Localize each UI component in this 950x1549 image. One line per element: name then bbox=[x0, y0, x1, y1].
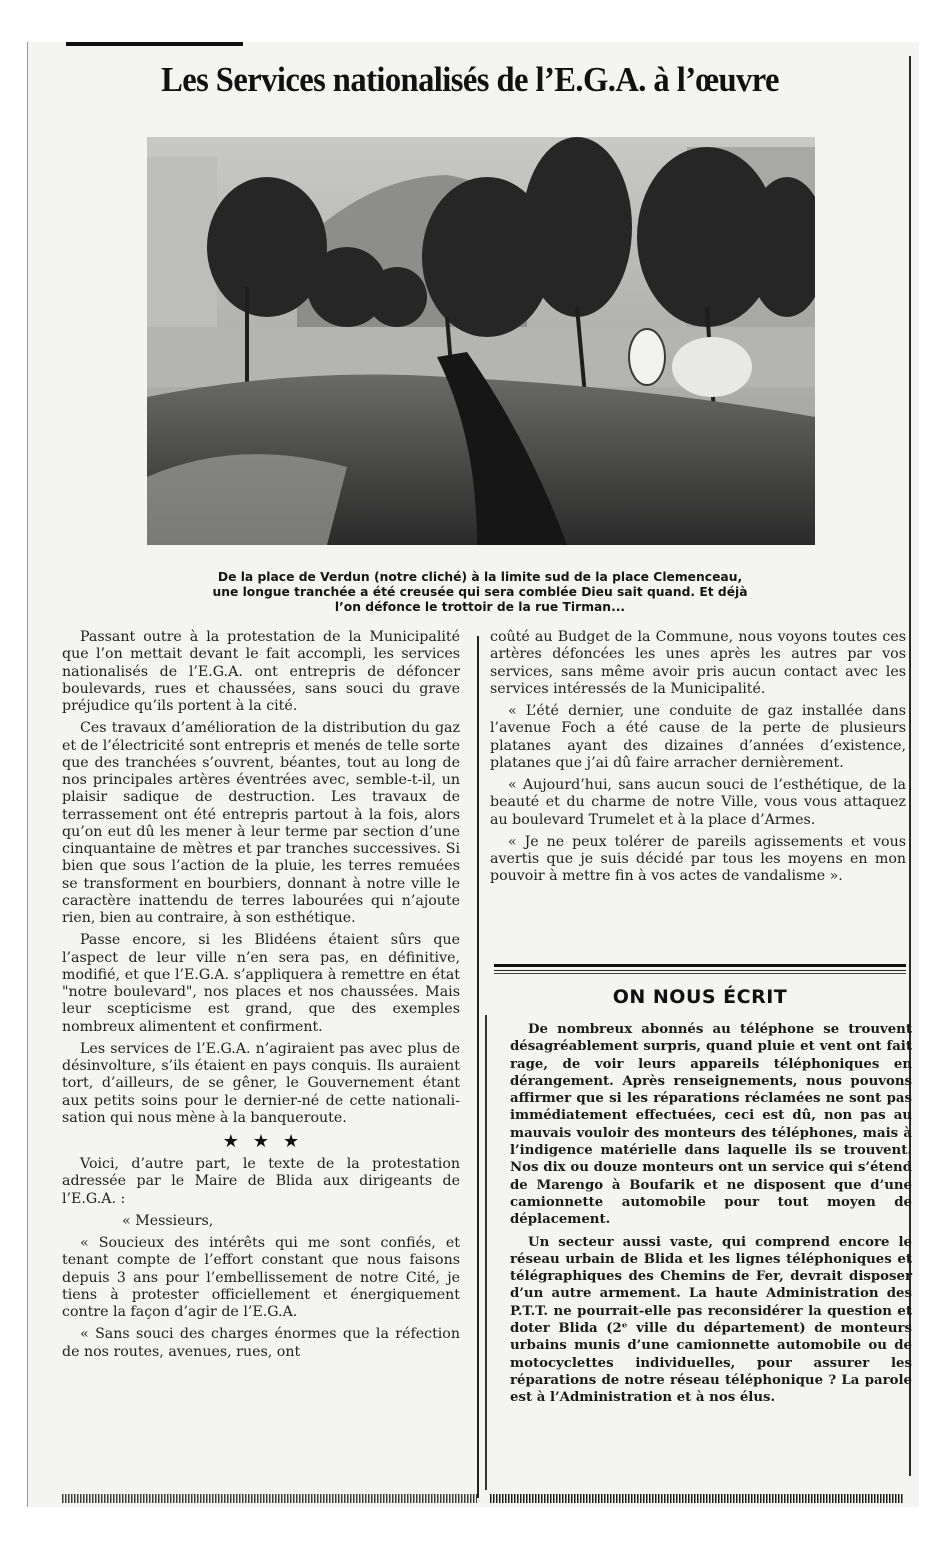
letter-paragraph: « Sans souci des charges énormes que la réfection de nos routes, avenues, rues, ont bbox=[62, 1326, 460, 1360]
sidebar-body bbox=[510, 1021, 912, 1412]
letter-salutation: « Messieurs, bbox=[122, 1212, 214, 1229]
article-paragraph: Passant outre à la protestation de la Municipalité que l’on mettait devant le fait accompli, les services nationalisés de l’E.G.A. ont entrepris de défoncer boulevards, rues et chaussées, sans souci du grave préjudice qu’ils portent à la cité. bbox=[62, 629, 460, 714]
bottom-hatched-rule-right bbox=[490, 1494, 904, 1503]
sidebar-paragraph: Un secteur aussi vaste, qui comprend encore le réseau urbain de Blida et les lignes téléphoniques et télégraphiques des Chemins de Fer, devrait disposer d’un autre armement. La haute Administration des P.T.T. ne pourrait-elle pas reconsidérer la question et doter Blida (2ᵉ ville du département) de monteurs urbains munis d’une camionnette automobile ou de motocyclettes individuelles, pour assurer les réparations de notre réseau téléphonique ? La parole est à l’Administration et à nos élus. bbox=[510, 1234, 912, 1406]
article-paragraph: Voici, d’autre part, le texte de la protestation adressée par le Maire de Blida aux dirigeants de l’E.G.A. : bbox=[62, 1156, 460, 1207]
section-separator-stars: ★★★ bbox=[222, 1131, 314, 1152]
article-column-right bbox=[490, 629, 906, 891]
bottom-hatched-rule-left bbox=[62, 1494, 477, 1503]
sidebar-top-rule bbox=[494, 964, 906, 974]
letter-paragraph: « L’été dernier, une conduite de gaz installée dans l’avenue Foch a été cause de la perte de plusieurs platanes ayant des dizaines d’années d’existence, platanes que j’ai dû faire arracher dernièrement. bbox=[490, 703, 906, 771]
photo-caption bbox=[148, 570, 812, 615]
sidebar-heading: ON NOUS ÉCRIT bbox=[612, 986, 788, 1008]
trench-photo-image bbox=[147, 137, 815, 545]
letter-paragraph: « Aujourd’hui, sans aucun souci de l’esthétique, de la beauté et du charme de notre Ville, vous vous attaquez au boulevard Trumelet et à la place d’Armes. bbox=[490, 777, 906, 828]
column-divider bbox=[477, 636, 479, 1498]
caption-line: une longue tranchée a été creusée qui sera comblée Dieu sait quand. Et déjà bbox=[212, 585, 748, 599]
article-column-left bbox=[62, 629, 460, 1366]
letter-paragraph: coûté au Budget de la Commune, nous voyons toutes ces artères défoncées les unes après les autres par vos services, sans même avoir pris aucun contact avec les services intéressés de la Municipalité. bbox=[490, 629, 906, 697]
article-paragraph: Passe encore, si les Blidéens étaient sûrs que l’aspect de leur ville n’en sera pas, en définitive, modifié, et que l’E.G.A. s’appliquera à remettre en état "notre boulevard", nos places et nos chaussées. Mais leur scepticisme est grand, que des exemples nombreux alimentent et confirment. bbox=[62, 932, 460, 1035]
caption-line: De la place de Verdun (notre cliché) à la limite sud de la place Clemenceau, bbox=[217, 570, 743, 584]
letter-paragraph: « Je ne peux tolérer de pareils agissements et vous avertis que je suis décidé par tous les moyens en mon pouvoir à mettre fin à vos actes de vandalisme ». bbox=[490, 833, 906, 885]
sidebar-left-rule bbox=[485, 1015, 487, 1490]
article-paragraph: Ces travaux d’amélioration de la distribution du gaz et de l’électricité sont entrepris et menés de telle sorte que des tranchées s’ouvrent, béantes, tout au long de nos principales artères éventrées avec, semble-t-il, un plaisir sadique de destruction. Les travaux de terrassement ont été entrepris partout à la fois, alors qu’on eut dû les mener à leur terme par section d’une cinquantaine de mètres et par tranches successives. Si bien que sous l’action de la pluie, les terres remuées se transforment en bourbiers, donnant à notre ville le caractère inattendu de terres labourées qui n’ajoute rien, bien au contraire, à son esthétique. bbox=[62, 720, 460, 926]
article-paragraph: Les services de l’E.G.A. n’agiraient pas avec plus de désinvolture, s’ils étaient en pays conquis. Ils auraient tort, d’ailleurs, de se gêner, le Gouvernement étant aux petits soins pour le dernier-né de cette nationalisation qui nous mène à la banqueroute. bbox=[62, 1040, 460, 1126]
photo-rubble bbox=[147, 454, 347, 545]
top-rule bbox=[66, 42, 243, 46]
caption-line: l’on défonce le trottoir de la rue Tirman... bbox=[334, 600, 626, 614]
article-photo bbox=[147, 137, 815, 545]
page-left-border bbox=[27, 42, 28, 1507]
article-headline: Les Services nationalisés de l’E.G.A. à l’œuvre bbox=[161, 60, 779, 99]
letter-paragraph: « Soucieux des intérêts qui me sont confiés, et tenant compte de l’effort constant que nous faisons depuis 3 ans pour l’embellissement de notre Cité, je tiens à protester officiellement et énergiquement contre la façon d’agir de l’E.G.A. bbox=[62, 1235, 460, 1320]
sidebar-paragraph: De nombreux abonnés au téléphone se trouvent désagréablement surpris, quand pluie et vent ont fait rage, de voir leurs appareils téléphoniques en dérangement. Après renseignements, nous pouvons affirmer que si les réparations réclamées ne sont pas immédiatement effectuées, ceci est dû, non pas au mauvais vouloir des monteurs des téléphones, mais à l’indigence matérielle dans laquelle ils se trouvent. Nos dix ou douze monteurs ont un service qui s’étend de Marengo à Boufarik et ne disposent que d’une camionnette automobile pour tout moyen de déplacement. bbox=[510, 1022, 912, 1228]
